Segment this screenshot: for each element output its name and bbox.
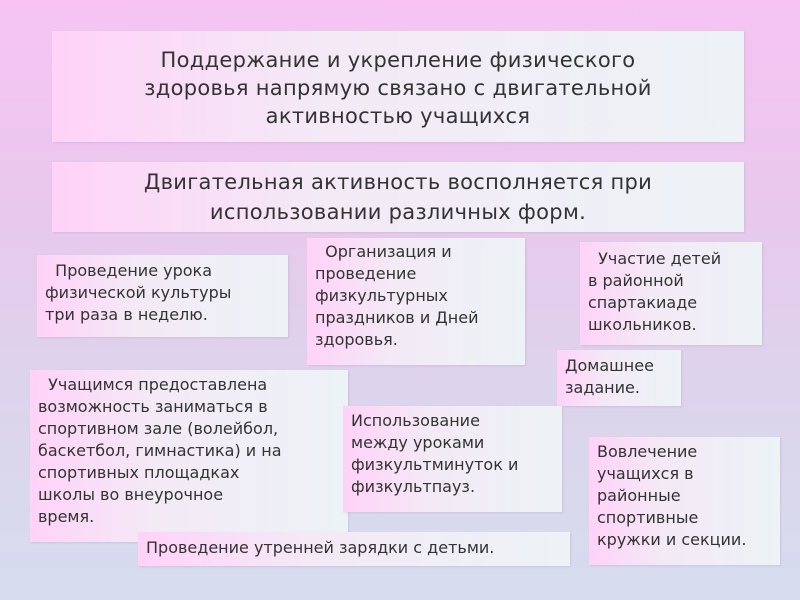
item-exercise-breaks: Использование между уроками физкультминуток и физкультпауз. xyxy=(343,406,562,512)
item-gym-access: Учащимся предоставлена возможность заниматься в спортивном зале (волейбол, баскетбол, гимнастика) и на спортивных площадках школы во внеурочное время. xyxy=(30,370,348,542)
item-sports-circles: Вовлечение учащихся в районные спортивные кружки и секции. xyxy=(589,437,780,565)
item-morning-exercise: Проведение утренней зарядки с детьми. xyxy=(138,532,570,566)
slide-subtitle-text: Двигательная активность восполняется при использовании различных форм. xyxy=(143,170,653,224)
slide-title xyxy=(52,31,744,142)
item-pe-lesson: Проведение урока физической культуры три раза в неделю. xyxy=(37,255,288,337)
slide-title-text: Поддержание и укрепление физического здоровья напрямую связано с двигательной активностью учащихся xyxy=(144,48,652,128)
slide-subtitle xyxy=(52,162,744,232)
item-homework: Домашнее задание. xyxy=(557,350,681,406)
item-sports-holidays: Организация и проведение физкультурных праздников и Дней здоровья. xyxy=(307,238,525,365)
item-spartakiad: Участие детей в районной спартакиаде школьников. xyxy=(580,242,762,345)
